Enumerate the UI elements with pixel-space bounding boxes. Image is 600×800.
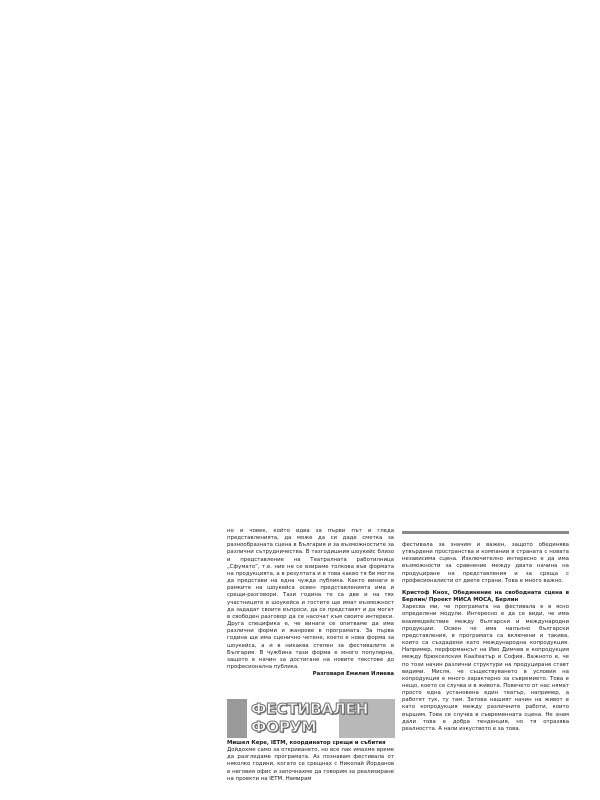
speaker-heading-knoch: Кристоф Кнох, Обединение на свободната сцена в Берлин/ Проект МИСА МОСА, Берлин — [402, 589, 569, 604]
speaker-paragraph-knoch: Харесва ми, че програмата на фестивала е в ясно определени модули. Интересно е да се види, че има взаимодействие между български и международни продукции. Освен че има напълно български представления, в програмата са включени и такива, които са създадени като международна копродукция. Например, перформансът на Иво Димчев е копродукция между брюкселския Кааitеатър и София. Важното е, че по този начин различни структури на продуциране ставт видими. Мисля, че съществуването в условия на копродукция е много характерно за съвремието. Това е нещо, което се случва и в живота. Повечето от нас нямат просто една установена един театър, например, а работят тук, ту там. Затова нашият начин на живот е като копродукция между различните работи, които вършим. Това се случва в съвременната сцена. Не знам дали това е добра тенденция, но тя отразява реалността. А нали изкуството е за това. — [402, 604, 569, 732]
left-article-column — [227, 528, 394, 678]
banner-title-line-1: ФЕСТИВАЛЕН — [251, 700, 369, 718]
banner-title-line-2: ФОРУМ — [251, 717, 317, 736]
speaker-heading-kere: Мишел Кере, IETM, координатор срещи и събития — [227, 740, 386, 746]
banner-left-bar — [227, 699, 247, 738]
left-forum-column — [227, 740, 394, 783]
column-divider-rule — [402, 531, 569, 534]
banner-title — [251, 700, 369, 736]
right-article-column — [402, 542, 569, 733]
speaker-paragraph-kere: Дойдохме само за откриването, но все пак имахме време да разгледаме програмата. Аз познавам фестивала от няколко години, когато се срещнах с Николай Йорданов в неговия офис и започнахме да говорим за реализиране на проекти на IETM. Намирам — [227, 747, 394, 782]
right-paragraph-continued: фестивала за значим и важен, защото обединява утвърдени пространства и компании в страната с новата независима сцена. Изключително интересно е да има възможности за сравнение между двата начина на продуциране на представления и за среща с професионалисти от двете страни. Това е много важно. — [402, 542, 569, 584]
left-paragraph: но и човек, който идва за първи път и гледа представленията, да може да си даде сметка за разнообразната сцена в България и за възможностите за различни сътрудничества. В тазгодишния шоукейс близо и представление на Театралната работилница „Сфумато“, т.е. ние не се взираме толкова във формата на продукцията, а в резултата и в това какво тя би могла да представи на една чужда публика. Както винаги в рамките на шоукейса освен представленията има и срещи-разговори. Тази година те са две и на тях участниците в шоукейса и гостите ще имат възможност да зададат своите въпроси, да се представят и да могат в свободен разговор да се насочат към своите интереси. Друга специфика е, че винаги се опитваме да има различни форми и жанрове в програмата. За първа година ще има сценично четене, което е нова форма за шоукейса, а и в никаква степен за фестивалите в България. В чужбина тази форма е много популярна, защото е начин за достигане на новите текстове до професионална публика. — [227, 528, 394, 670]
interviewer-signature: Разговаря Емилия Илиева — [312, 671, 394, 678]
festival-forum-banner — [227, 699, 395, 738]
